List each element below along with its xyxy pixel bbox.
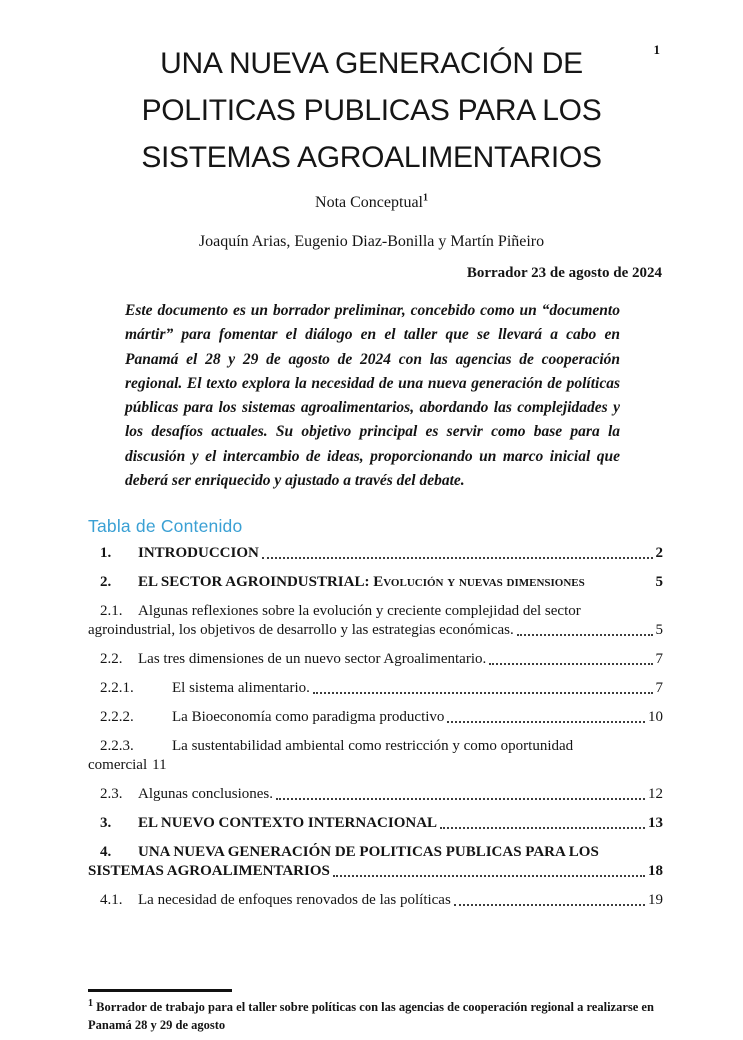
toc-entry-2-2-3-continued[interactable] [88,756,663,774]
toc-entry-page: 18 [648,863,663,880]
document-title-line-3: SISTEMAS AGROALIMENTARIOS [141,141,602,174]
abstract-paragraph: Este documento es un borrador preliminar, concebido como un “documento mártir” para fomentar el diálogo en el taller que se llevará a cabo en Panamá el 28 y 29 de agosto de 2024 con las agencias de cooperación regional. El texto explora la necesidad de una nueva generación de políticas públicas para los sistemas agroalimentarios, abordando las complejidades y los desafíos actuales. Su objetivo principal es servir como base para la discusión y el intercambio de ideas, proporcionando un marco inicial que deberá ser enriquecido y ajustado a través del debate. [125,302,620,490]
authors-line: Joaquín Arias, Eugenio Diaz-Bonilla y Martín Piñeiro [198,233,545,250]
toc-entry-number: 2.3. [100,786,123,803]
toc-leader-dots [454,904,645,906]
toc-entry-2-2[interactable] [88,650,663,668]
toc-entry-page: 13 [648,815,663,832]
footnote-text [88,998,663,1034]
toc-entry-title-main: EL SECTOR AGROINDUSTRIAL: [138,574,374,591]
document-page [0,40,743,1040]
toc-entry-page: 12 [648,786,663,803]
toc-entry-number: 4. [100,844,112,861]
toc-entry-4-continued[interactable] [88,862,663,880]
toc-entry-title: La sustentabilidad ambiental como restricción y como oportunidad [172,738,574,755]
toc-entry-page: 5 [655,622,663,639]
toc-entry-title: EL NUEVO CONTEXTO INTERNACIONAL [138,815,438,832]
toc-entry-number: 2.2.1. [100,680,134,697]
toc-entry-title: agroindustrial, los objetivos de desarrollo y las estrategias económicas. [88,622,514,639]
toc-entry-3[interactable] [88,814,663,832]
toc-entry-title [138,573,585,591]
toc-leader-dots [447,721,645,723]
toc-entry-title: Algunas reflexiones sobre la evolución y creciente complejidad del sector [138,603,581,620]
footnote-reference-marker[interactable]: 1 [422,192,428,204]
toc-leader-dots [333,875,645,877]
toc-entry-4[interactable] [88,843,663,861]
toc-entry-title-smallcaps: Evolución y nuevas dimensiones [373,574,585,591]
toc-entry-title: Las tres dimensiones de un nuevo sector Agroalimentario. [138,651,487,668]
toc-entry-title: La necesidad de enfoques renovados de las políticas [138,892,451,909]
toc-leader-dots [313,692,653,694]
toc-heading: Tabla de Contenido [88,516,243,537]
toc-entry-title: El sistema alimentario. [172,680,310,697]
footnote-body: Borrador de trabajo para el taller sobre políticas con las agencias de cooperación regional a realizarse en Panamá 28 y 29 de agosto [88,1000,654,1032]
footnote-separator-rule [88,989,232,992]
toc-leader-dots [440,827,645,829]
toc-entry-number: 2.1. [100,603,123,620]
toc-leader-dots [262,557,653,559]
toc-entry-2-2-1[interactable] [88,679,663,697]
page-number: 1 [653,42,660,57]
toc-entry-number: 2.2.3. [100,738,134,755]
toc-entry-number: 4.1. [100,892,123,909]
toc-entry-2[interactable] [88,573,663,591]
table-of-contents [88,544,663,909]
toc-entry-2-2-2[interactable] [88,708,663,726]
toc-entry-title: Algunas conclusiones. [138,786,273,803]
document-title-line-1: UNA NUEVA GENERACIÓN DE [160,47,583,80]
document-subtitle [0,194,743,212]
toc-entry-2-1-continued[interactable] [88,621,663,639]
footnote-area [88,989,663,1034]
toc-entry-number: 2. [100,574,112,591]
toc-entry-2-2-3[interactable] [88,737,663,755]
toc-entry-page: 7 [655,651,663,668]
toc-entry-number: 2.2. [100,651,123,668]
footnote-number: 1 [88,997,93,1009]
toc-entry-title: La Bioeconomía como paradigma productivo [172,709,445,726]
toc-entry-page: 19 [648,892,663,909]
toc-entry-page: 11 [152,757,167,774]
toc-entry-1[interactable] [88,544,663,562]
toc-leader-dots [517,634,653,636]
toc-entry-2-1[interactable] [88,602,663,620]
toc-entry-page: 10 [648,709,663,726]
toc-entry-number: 1. [100,545,112,562]
toc-entry-number: 2.2.2. [100,709,134,726]
toc-entry-page: 5 [655,574,663,591]
toc-leader-dots [276,798,645,800]
toc-entry-page: 7 [655,680,663,697]
toc-entry-4-1[interactable] [88,891,663,909]
toc-entry-title: INTRODUCCION [138,545,259,562]
document-title [55,40,688,181]
toc-entry-title: comercial [88,757,148,774]
toc-entry-page: 2 [655,545,663,562]
toc-leader-dots [489,663,652,665]
toc-entry-title: UNA NUEVA GENERACIÓN DE POLITICAS PUBLICAS PARA LOS [138,844,599,861]
document-title-line-2: POLITICAS PUBLICAS PARA LOS [141,94,602,127]
draft-date-line: Borrador 23 de agosto de 2024 [466,265,662,281]
subtitle-text: Nota Conceptual [315,194,423,211]
toc-entry-title: SISTEMAS AGROALIMENTARIOS [88,863,330,880]
toc-entry-number: 3. [100,815,112,832]
toc-entry-2-3[interactable] [88,785,663,803]
